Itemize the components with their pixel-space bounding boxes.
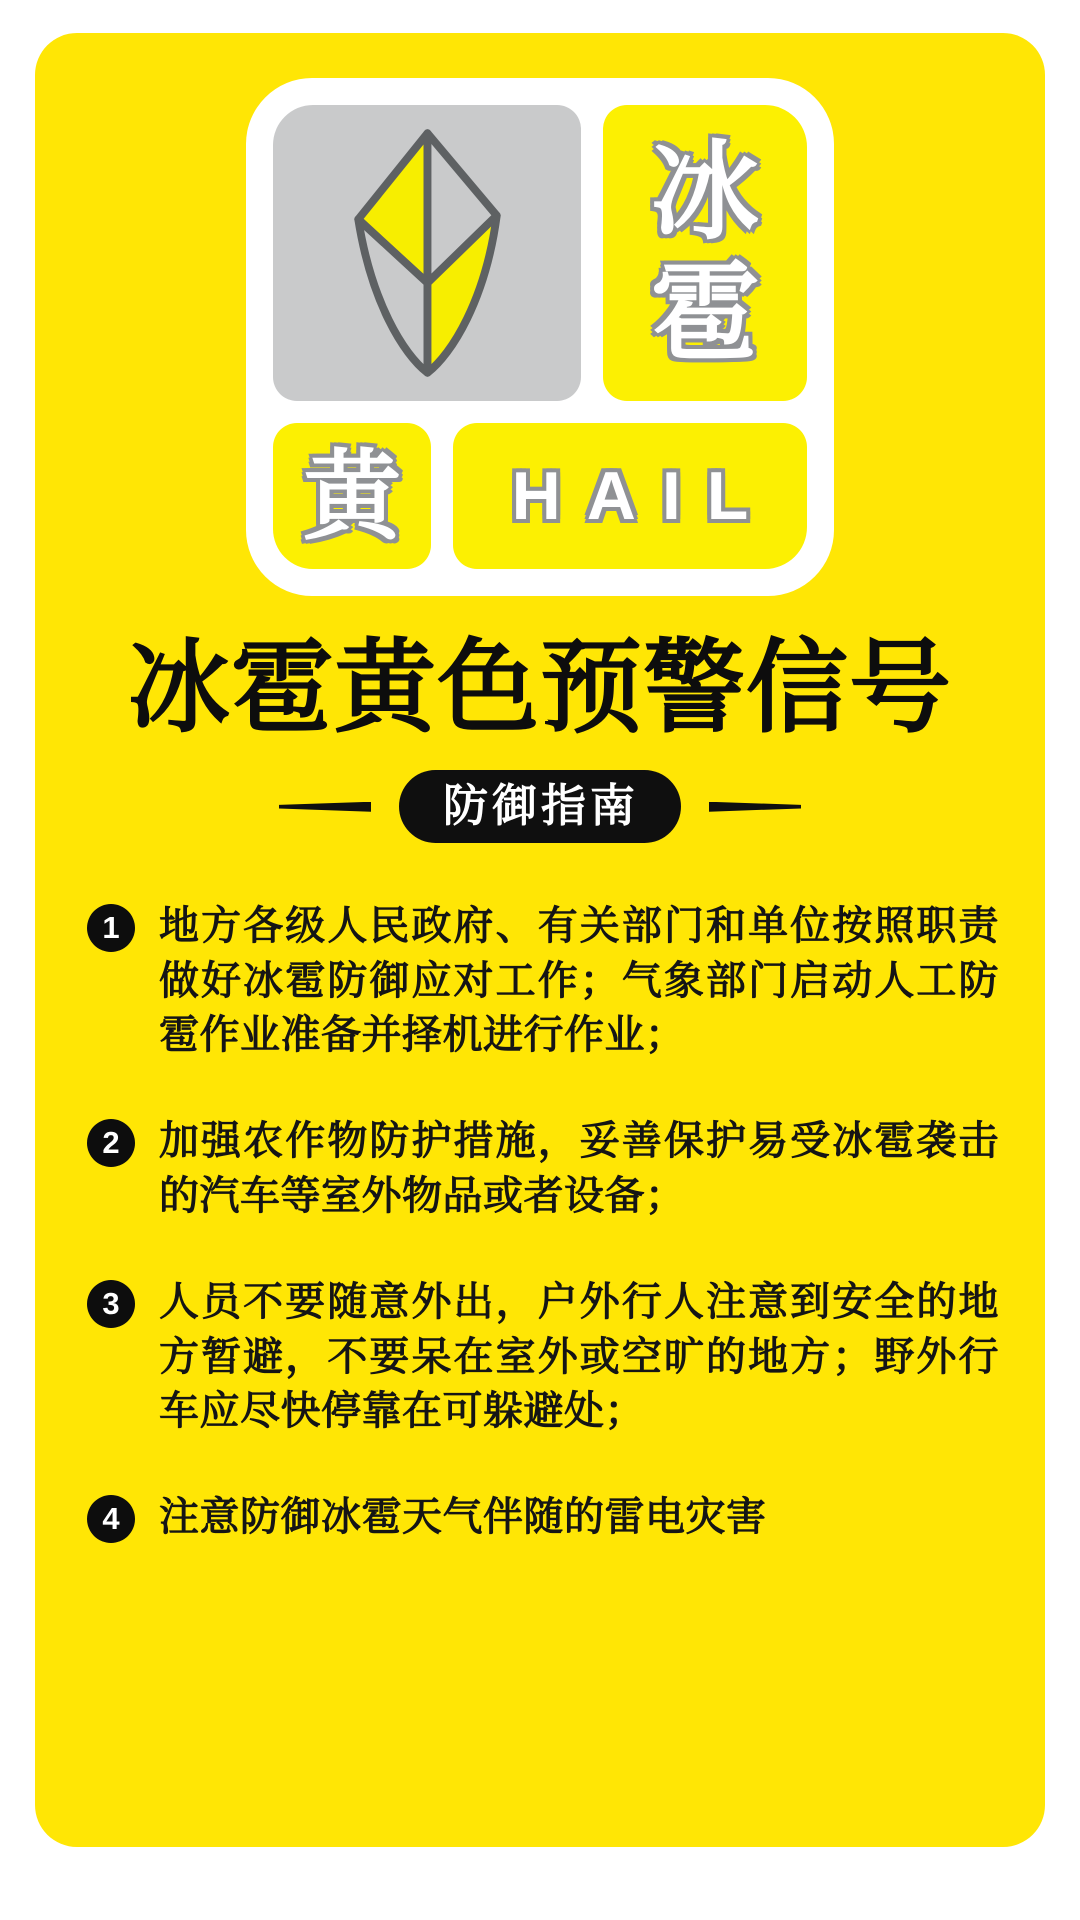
guideline-text: 注意防御冰雹天气伴随的雷电灾害 — [159, 1495, 767, 1540]
sign-bottom-row — [273, 423, 807, 569]
guideline-text: 人员不要随意外出，户外行人注意到安全的地方暂避，不要呆在室外或空旷的地方；野外行车应尽快停靠在可躲避处； — [159, 1280, 999, 1433]
hail-chars-box — [603, 105, 807, 401]
guideline-item — [87, 899, 999, 1062]
hail-english-box — [453, 423, 807, 569]
hail-icon-box — [273, 105, 581, 401]
guideline-item — [87, 1490, 999, 1544]
hail-char-bing: 冰 — [650, 131, 759, 253]
guidelines-list — [87, 899, 999, 1545]
guideline-number-badge: 3 — [87, 1280, 135, 1328]
hail-kite-icon — [320, 122, 535, 384]
hail-char-bao: 雹 — [650, 252, 759, 373]
guideline-number-badge: 4 — [87, 1495, 135, 1543]
guideline-text: 地方各级人民政府、有关部门和单位按照职责做好冰雹防御应对工作；气象部门启动人工防雹作业准备并择机进行作业； — [159, 904, 999, 1057]
dash-line-right-icon — [709, 802, 801, 812]
sign-top-row — [273, 105, 807, 401]
hail-warning-sign — [246, 78, 834, 596]
guideline-number-badge: 1 — [87, 904, 135, 952]
guideline-text: 加强农作物防护措施，妥善保护易受冰雹袭击的汽车等室外物品或者设备； — [159, 1119, 999, 1218]
defense-guide-badge: 防御指南 — [399, 770, 681, 843]
level-char-yellow: 黄 — [302, 441, 401, 551]
guideline-item — [87, 1114, 999, 1223]
poster-title: 冰雹黄色预警信号 — [128, 631, 952, 745]
guideline-item — [87, 1275, 999, 1438]
guideline-number-badge: 2 — [87, 1119, 135, 1167]
hail-english-label: HAIL — [511, 458, 775, 534]
level-char-box — [273, 423, 431, 569]
warning-poster-card — [35, 33, 1045, 1847]
dash-line-left-icon — [279, 802, 371, 812]
badge-row — [35, 770, 1045, 843]
